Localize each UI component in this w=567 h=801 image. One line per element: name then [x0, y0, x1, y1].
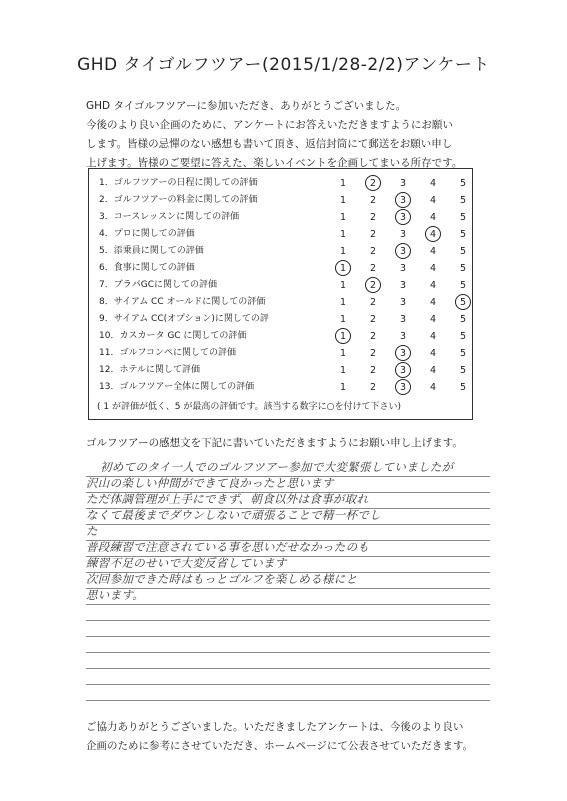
rating-score[interactable]: 4	[429, 348, 437, 359]
rating-score[interactable]: 2	[369, 331, 377, 342]
rating-score[interactable]: 4	[429, 365, 437, 376]
rating-score[interactable]: 2	[369, 263, 377, 274]
ruled-line	[86, 620, 490, 621]
closing-text	[86, 718, 506, 756]
ruled-line	[86, 684, 490, 685]
rating-score[interactable]: 4	[429, 331, 437, 342]
rating-label: 7．ブラパGCに関しての評価	[99, 280, 217, 290]
rating-label: 9．サイアム CC(オプション)に関しての評	[99, 314, 269, 324]
rating-score[interactable]: 1	[339, 212, 347, 223]
rating-label: 11．ゴルフコンペに関しての評価	[99, 348, 237, 358]
rating-score-circled[interactable]: 2	[364, 276, 382, 295]
rating-score[interactable]: 1	[339, 195, 347, 206]
rating-score[interactable]: 2	[369, 297, 377, 308]
comment-question: ゴルフツアーの感想文を下記に書いていただきますようにお願い申し上げます。	[86, 437, 463, 449]
rating-score[interactable]: 3	[399, 297, 407, 308]
rating-score[interactable]: 2	[369, 246, 377, 257]
rating-score[interactable]: 1	[339, 365, 347, 376]
intro-text	[86, 97, 496, 173]
rating-score[interactable]: 5	[459, 195, 467, 206]
rating-label: 10．カスカータ GC に関しての評価	[99, 331, 247, 341]
rating-score-circled[interactable]: 3	[394, 242, 412, 261]
rating-label: 1．ゴルフツアーの日程に関しての評価	[99, 178, 258, 188]
rating-score[interactable]: 3	[399, 263, 407, 274]
rating-score[interactable]: 5	[459, 229, 467, 240]
ruled-line	[86, 700, 490, 701]
rating-score-circled[interactable]: 4	[424, 225, 442, 244]
rating-label: 12．ホテルに関して評価	[99, 365, 201, 375]
rating-score[interactable]: 3	[399, 178, 407, 189]
rating-score[interactable]: 4	[429, 246, 437, 257]
rating-score[interactable]: 2	[369, 382, 377, 393]
rating-score[interactable]: 1	[339, 280, 347, 291]
rating-score[interactable]: 1	[339, 314, 347, 325]
handwritten-line: 次回参加できた時はもっとゴルフを楽しめる様にと	[86, 572, 358, 586]
rating-label: 8．サイアム CC オールドに関しての評価	[99, 297, 266, 307]
rating-score[interactable]: 5	[459, 263, 467, 274]
rating-label: 3．コースレッスンに関しての評価	[99, 212, 240, 222]
rating-score[interactable]: 4	[429, 297, 437, 308]
rating-score[interactable]: 2	[369, 229, 377, 240]
rating-score[interactable]: 5	[459, 314, 467, 325]
rating-score[interactable]: 5	[459, 365, 467, 376]
rating-score[interactable]: 2	[369, 195, 377, 206]
rating-score-circled[interactable]: 2	[364, 174, 382, 193]
ruled-line	[86, 524, 490, 525]
rating-score-circled[interactable]: 5	[454, 293, 472, 312]
intro-line: GHD タイゴルフツアーに参加いただき、ありがとうございました。	[86, 100, 407, 112]
handwritten-line: 初めてのタイ一人でのゴルフツアー参加で大変緊張していましたが	[100, 460, 454, 474]
rating-score[interactable]: 1	[339, 246, 347, 257]
handwritten-line: ただ体調管理が上手にできず、朝食以外は食事が取れ	[86, 492, 369, 506]
rating-score[interactable]: 5	[459, 382, 467, 393]
rating-score[interactable]: 5	[459, 178, 467, 189]
rating-score-circled[interactable]: 3	[394, 378, 412, 397]
rating-score[interactable]: 1	[339, 178, 347, 189]
rating-score[interactable]: 3	[399, 331, 407, 342]
rating-score-circled[interactable]: 1	[334, 327, 352, 346]
intro-line: 上げます。皆様のご要望に答えた、楽しいイベントを企画してまいる所存です。	[86, 157, 463, 169]
rating-score[interactable]: 2	[369, 365, 377, 376]
ruled-line	[86, 668, 490, 669]
ruled-line	[86, 636, 490, 637]
rating-score[interactable]: 5	[459, 280, 467, 291]
rating-score[interactable]: 1	[339, 297, 347, 308]
rating-label: 5．添乗員に関しての評価	[99, 246, 204, 256]
rating-score[interactable]: 4	[429, 178, 437, 189]
handwritten-line: 普段練習で注意されている事を思いだせなかったのも	[86, 540, 370, 554]
rating-score[interactable]: 3	[399, 229, 407, 240]
rating-label: 4．プロに関しての評価	[99, 229, 195, 239]
rating-score-circled[interactable]: 3	[394, 361, 412, 380]
handwritten-line: 沢山の楽しい仲間ができて良かったと思います	[86, 476, 334, 490]
closing-line: 企画のために参考にさせていただき、ホームページにて公表させていただきます。	[86, 740, 474, 752]
ruled-line	[86, 588, 490, 589]
closing-line: ご協力ありがとうございました。いただきましたアンケートは、今後のより良い	[86, 721, 464, 733]
rating-score[interactable]: 4	[429, 212, 437, 223]
intro-line: 今後のより良い企画のために、アンケートにお答えいただきますようにお願い	[86, 119, 453, 131]
rating-note: ( 1 が評価が低く、5 が最高の評価です。該当する数字に○を付けて下さい)	[97, 402, 402, 412]
ruled-line	[86, 652, 490, 653]
rating-score[interactable]: 4	[429, 314, 437, 325]
handwritten-line: た	[86, 524, 98, 538]
rating-score[interactable]: 3	[399, 280, 407, 291]
rating-score-circled[interactable]: 3	[394, 208, 412, 227]
rating-score[interactable]: 1	[339, 382, 347, 393]
rating-label: 13．ゴルフツアー全体に関しての評価	[99, 382, 255, 392]
rating-score[interactable]: 1	[339, 348, 347, 359]
rating-score[interactable]: 5	[459, 212, 467, 223]
rating-score[interactable]: 4	[429, 280, 437, 291]
handwritten-line: 思います。	[86, 588, 145, 602]
rating-score[interactable]: 4	[429, 195, 437, 206]
intro-line: します。皆様の忌憚のない感想も書いて頂き、返信封筒にて郵送をお願い申し	[86, 138, 453, 150]
rating-score-circled[interactable]: 3	[394, 191, 412, 210]
rating-score[interactable]: 5	[459, 331, 467, 342]
rating-table	[88, 168, 473, 420]
rating-score[interactable]: 3	[399, 314, 407, 325]
rating-score[interactable]: 4	[429, 263, 437, 274]
ruled-line	[86, 604, 490, 605]
rating-score[interactable]: 5	[459, 348, 467, 359]
handwritten-line: なくて最後までダウンしないで頑張ることで精一杯でし	[86, 508, 381, 522]
rating-score[interactable]: 2	[369, 212, 377, 223]
rating-score[interactable]: 2	[369, 314, 377, 325]
page-title: GHD タイゴルフツアー(2015/1/28-2/2)アンケート	[77, 55, 490, 75]
rating-label: 6．食事に関しての評価	[99, 263, 195, 273]
rating-score[interactable]: 5	[459, 246, 467, 257]
rating-score[interactable]: 2	[369, 348, 377, 359]
rating-score-circled[interactable]: 1	[334, 259, 352, 278]
handwritten-line: 練習不足のせいで大変反省しています	[86, 556, 287, 570]
rating-score-circled[interactable]: 3	[394, 344, 412, 363]
rating-score[interactable]: 1	[339, 229, 347, 240]
rating-score[interactable]: 4	[429, 382, 437, 393]
rating-label: 2．ゴルフツアーの料金に関しての評価	[99, 195, 258, 205]
